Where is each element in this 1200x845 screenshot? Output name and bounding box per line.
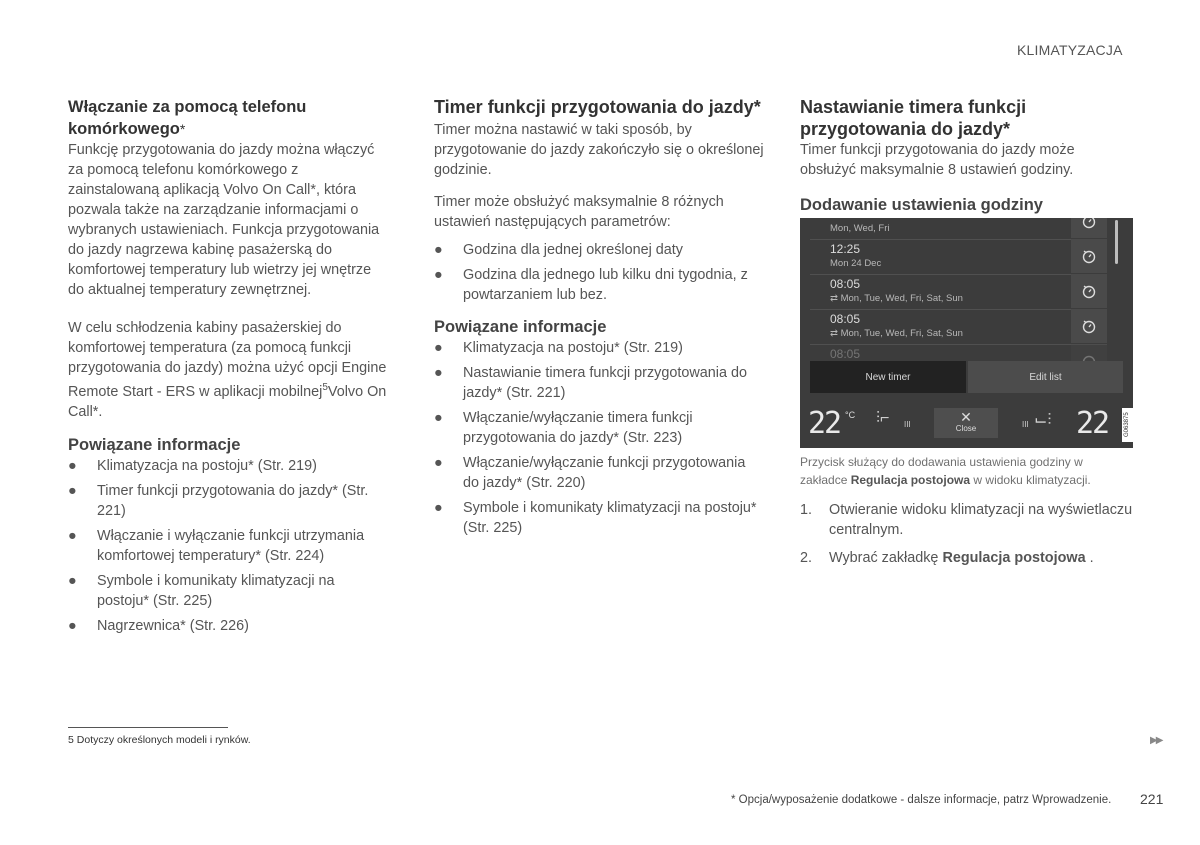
timer-icon[interactable] xyxy=(1071,218,1107,238)
related-info-list xyxy=(68,456,390,636)
timer-days: ⇄ Mon, Tue, Wed, Fri, Sat, Sun xyxy=(830,293,963,304)
temp-left[interactable]: 22 xyxy=(808,406,841,441)
timer-time: 08:05 xyxy=(830,277,861,291)
step-item: 1. Otwieranie widoku klimatyzacji na wyświetlaczu centralnym. xyxy=(800,502,1133,538)
section-header: KLIMATYZACJA xyxy=(1017,42,1123,58)
related-info-heading: Powiązane informacje xyxy=(434,318,607,336)
related-info-heading: Powiązane informacje xyxy=(68,435,241,454)
next-page-icon: ▶▶ xyxy=(1150,735,1162,746)
timer-button-bar xyxy=(810,361,1123,393)
list-item: ● Godzina dla jednego lub kilku dni tygodnia, z powtarzaniem lub bez. xyxy=(434,267,748,303)
paragraph-set-timer: Timer funkcji przygotowania do jazdy może obsłużyć maksymalnie 8 ustawień godziny. xyxy=(800,142,1075,178)
footnote-divider xyxy=(68,727,228,728)
paragraph-ers: W celu schłodzenia kabiny pasażerskiej do komfortowej temperatura (za pomocą funkcji przygotowania do jazdy) można użyć opcji Engine Remote Start - ERS w aplikacji mobilnej$^5$Volvo On Call*. xyxy=(68,320,387,420)
climate-screen-figure xyxy=(800,218,1133,448)
column-3 xyxy=(800,96,1133,568)
paragraph-mobile-intro: Funkcję przygotowania do jazdy można włączyć za pomocą telefonu komórkowego z zainstalowaną aplikacją Volvo On Call*, która pozwala także na zarządzanie informacjami o wybranych ustawieniach. Funkcja przygotowania do jazdy nagrzewa kabinę pasażerską do komfortowej temperatury lub wietrzy jej wnętrze do aktualnej temperatury zewnętrznej. xyxy=(68,142,380,298)
temp-unit: °C xyxy=(845,410,856,420)
timer-row[interactable] xyxy=(810,274,1107,310)
related-link[interactable]: ● Włączanie/wyłączanie funkcji przygotowania do jazdy* (Str. 220) xyxy=(434,455,746,491)
repeat-icon: ⇄ xyxy=(830,328,841,339)
repeat-icon: ⇄ xyxy=(830,293,841,304)
timer-time: 12:25 xyxy=(830,242,861,256)
heading-timer: Timer funkcji przygotowania do jazdy* xyxy=(434,97,761,117)
steps-list xyxy=(800,500,1133,568)
heading-set-timer: Nastawianie timera funkcji przygotowania do jazdy* xyxy=(800,97,1027,139)
seat-heat-icon[interactable]: ⌙⫶ xyxy=(1034,412,1052,429)
related-link[interactable]: ● Klimatyzacja na postoju* (Str. 219) xyxy=(68,457,317,474)
timer-row[interactable] xyxy=(810,239,1107,275)
new-timer-button[interactable]: New timer xyxy=(810,361,966,393)
timer-list xyxy=(810,218,1107,361)
related-info-list xyxy=(434,338,764,538)
related-link[interactable]: ● Nagrzewnica* (Str. 226) xyxy=(68,617,249,634)
timer-row[interactable] xyxy=(810,309,1107,345)
image-code: G063875 xyxy=(1122,408,1133,442)
related-link[interactable]: ● Włączanie/wyłączanie timera funkcji przygotowania do jazdy* (Str. 223) xyxy=(434,410,693,446)
seat-heat-icon[interactable]: ⫶⌐ xyxy=(876,410,890,427)
related-link[interactable]: ● Włączanie i wyłączanie funkcji utrzymania komfortowej temperatury* (Str. 224) xyxy=(68,527,365,564)
related-link[interactable]: ● Symbole i komunikaty klimatyzacji na postoju* (Str. 225) xyxy=(68,572,335,609)
timer-date: Mon 24 Dec xyxy=(830,258,882,269)
related-link[interactable]: ● Timer funkcji przygotowania do jazdy* (Str. 221) xyxy=(68,482,369,519)
step-item: 2. Wybrać zakładkę Regulacja postojowa . xyxy=(800,550,1094,566)
column-2 xyxy=(434,96,764,538)
edit-list-button[interactable]: Edit list xyxy=(968,361,1123,393)
heat-level-icon: III xyxy=(1022,420,1029,429)
subheading-add-time: Dodawanie ustawienia godziny xyxy=(800,196,1043,214)
footer-note: * Opcja/wyposażenie dodatkowe - dalsze informacje, patrz Wprowadzenie. xyxy=(731,794,1112,806)
close-icon: ✕ xyxy=(960,409,972,425)
related-link[interactable]: ● Klimatyzacja na postoju* (Str. 219) xyxy=(434,340,683,356)
related-link[interactable]: ● Nastawianie timera funkcji przygotowania do jazdy* (Str. 221) xyxy=(434,365,747,401)
paragraph-timer-intro: Timer można nastawić w taki sposób, by przygotowanie do jazdy zakończyło się o określonej godzinie. xyxy=(434,122,764,178)
figure-caption: Przycisk służący do dodawania ustawienia godziny w zakładce Regulacja postojowa w widoku klimatyzacji. xyxy=(800,455,1091,487)
timer-row[interactable] xyxy=(810,218,1107,240)
temp-right[interactable]: 22 xyxy=(1076,406,1109,441)
timer-params-list xyxy=(434,240,764,305)
timer-time: 08:05 xyxy=(830,312,861,326)
timer-icon[interactable] xyxy=(1071,239,1107,273)
list-item: ● Godzina dla jednej określonej daty xyxy=(434,242,683,258)
heat-level-icon: III xyxy=(904,420,911,429)
climate-bar xyxy=(800,400,1133,448)
heading-mobile-activation: Włączanie za pomocą telefonu komórkowego* xyxy=(68,98,307,138)
timer-icon[interactable] xyxy=(1071,309,1107,343)
ui-tab-name: Regulacja postojowa xyxy=(942,550,1086,566)
page-number: 221 xyxy=(1140,791,1164,807)
close-button[interactable]: ✕ Close xyxy=(934,408,998,438)
timer-icon[interactable] xyxy=(1071,274,1107,308)
timer-days: Mon, Wed, Fri xyxy=(830,223,890,234)
footnote: 5 Dotyczy określonych modeli i rynków. xyxy=(68,734,251,746)
timer-days: ⇄ Mon, Tue, Wed, Fri, Sat, Sun xyxy=(830,328,963,339)
related-link[interactable]: ● Symbole i komunikaty klimatyzacji na postoju* (Str. 225) xyxy=(434,500,757,536)
column-1 xyxy=(68,96,390,636)
scrollbar[interactable] xyxy=(1115,220,1118,264)
timer-time: 08:05 xyxy=(830,347,861,361)
paragraph-timer-max: Timer może obsłużyć maksymalnie 8 różnych ustawień następujących parametrów: xyxy=(434,194,724,230)
